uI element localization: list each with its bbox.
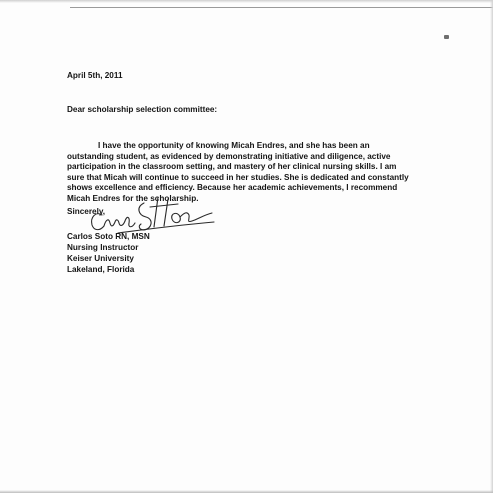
body-line: I have the opportunity of knowing Micah Endres, and she has been an xyxy=(98,141,370,150)
body-line: Micah Endres for the scholarship. xyxy=(67,193,199,203)
body-line: shows excellence and efficiency. Because her academic achievements, I recommend xyxy=(67,183,398,192)
signer-name: Carlos Soto RN, MSN xyxy=(67,232,150,241)
signer-title: Nursing Instructor xyxy=(67,243,139,252)
signer-location: Lakeland, Florida xyxy=(67,265,135,274)
signer-institution: Keiser University xyxy=(67,254,134,263)
scan-speck xyxy=(444,35,449,39)
body-line: sure that Micah will continue to succeed in her studies. She is dedicated and constantly xyxy=(67,172,409,182)
letter-closing: Sincerely, xyxy=(67,207,106,216)
body-line: outstanding student, as evidenced by demonstrating initiative and diligence, active xyxy=(67,151,391,161)
letter-date: April 5th, 2011 xyxy=(67,71,123,80)
letter-salutation: Dear scholarship selection committee: xyxy=(67,105,218,114)
body-line: participation in the classroom setting, and mastery of her clinical nursing skills. I am xyxy=(67,162,397,171)
scan-edge-top xyxy=(0,0,493,3)
scan-line-top xyxy=(70,7,493,8)
